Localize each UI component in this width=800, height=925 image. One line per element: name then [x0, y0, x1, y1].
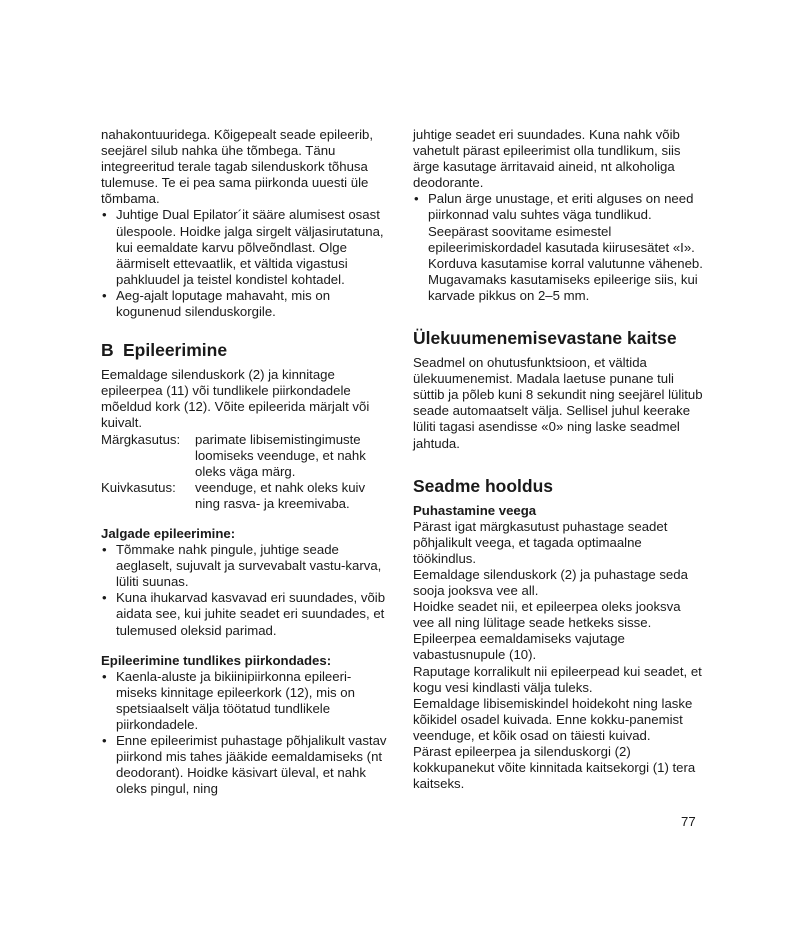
overheat-protection-heading: Ülekuumenemisevastane kaitse	[413, 328, 677, 349]
legs-bullet-directions: • Kuna ihukarvad kasvavad eri suundades, võib aidata see, kui juhite seadet eri suundades, et tulemused oleksid parimad.	[101, 590, 391, 638]
device-care-heading: Seadme hooldus	[413, 475, 554, 496]
left-column	[101, 127, 391, 797]
wet-use-term: Märgkasutus:	[101, 431, 181, 447]
care-paragraph: Eemaldage silenduskork (2) ja puhastage seda sooja jooksva vee all.	[413, 566, 688, 599]
legs-bullet-stretch-skin: • Tõmmake nahk pingule, juhtige seade aeglaselt, sujuvalt ja survevabalt vastu-karva, lüliti suunas.	[101, 542, 391, 590]
care-paragraph: Hoidke seadet nii, et epileerpea oleks jooksva vee all ning lülitage seade hetkeks sisse.	[413, 599, 681, 631]
care-paragraph: Raputage korralikult nii epileerpead kui seadet, et kogu vesi kindlasti välja tuleks.	[413, 663, 702, 695]
intro-bullet-list	[101, 207, 391, 320]
sensitive-bullet-list	[101, 669, 391, 798]
sensitive-areas-subheading: Epileerimine tundlikes piirkondades:	[101, 652, 332, 668]
dry-use-desc: veenduge, et nahk oleks kuiv ning rasva- ja kreemivaba.	[195, 479, 366, 511]
care-paragraph: Eemaldage libisemiskindel hoidekoht ning laske kõikidel osadel kuivada. Enne kokku-panemist veenduge, et kõik osad on täiesti kuivad.	[413, 695, 693, 743]
intro-continuation: nahakontuuridega. Kõigepealt seade epileerib, seejärel silub nahka ühe tõmbega. Tänu integreeritud terale tagab silenduskork tõhusa tulemuse. Te ei pea sama piirkonda uuesti üle tõmbama.	[101, 127, 374, 207]
care-paragraph: Pärast igat märgkasutust puhastage seadet põhjalikult veega, et tagada optimaalne töökindlus.	[413, 518, 668, 566]
overheat-protection-text: Seadmel on ohutusfunktsioon, et vältida ülekuumenemist. Madala laetuse punane tuli süttib ja põleb kuni 8 sekundit ning seejärel lülitub seade automaatselt välja. Sellisel juhul keerake lüliti tagasi asendisse «0» ning laske seadmel jahtuda.	[413, 355, 703, 451]
legs-bullet-list	[101, 542, 391, 639]
care-paragraph: Epileerpea eemaldamiseks vajutage vabastusnupule (10).	[413, 631, 625, 663]
sensitive-bullet-cap: • Kaenla-aluste ja bikiinipiirkonna epileeri-miseks kinnitage epileerkork (12), mis on spetsiaalselt välja töötatud tundlikele piirkondadele.	[101, 669, 391, 733]
section-b-title: Epileerimine	[123, 340, 228, 361]
sensitive-bullet-clean: • Enne epileerimist puhastage põhjalikult vastav piirkond mis tahes jääkide eemaldamiseks (nt deodorant). Hoidke käsivart üleval, et nahk oleks pingul, ning	[101, 733, 391, 797]
right-continuation: juhtige seadet eri suundades. Kuna nahk võib vahetult pärast epileerimist olla tundlikum, siis ärge kasutage ärritavaid aineid, nt alkoholiga deodorante.	[413, 127, 681, 191]
section-b-letter: B	[101, 340, 114, 361]
right-column	[413, 127, 705, 792]
legs-subheading: Jalgade epileerimine:	[101, 525, 236, 541]
right-bullet-list	[413, 191, 705, 304]
section-b-intro: Eemaldage silenduskork (2) ja kinnitage epileerpea (11) või tundlikele piirkondadele mõeldud kork (12). Võite epileerida märjalt või kuivalt.	[101, 367, 370, 431]
cleaning-water-subheading: Puhastamine veega	[413, 502, 537, 518]
section-b-heading	[101, 339, 391, 361]
right-bullet-pain-warning: • Palun ärge unustage, et eriti alguses on need piirkonnad valu suhtes väga tundlikud. Seepärast soovitame esimestel epileerimiskordadel kasutada kiirusesätet «I». Korduva kasutamise korral valutunne väheneb. Mugavamaks kasutamiseks epileerige siis, kui karvade pikkus on 2–5 mm.	[413, 191, 705, 304]
page-number: 77	[681, 814, 696, 829]
usage-definitions	[101, 432, 391, 512]
wet-use-desc: parimate libisemistingimuste loomiseks veenduge, et nahk oleks väga märg.	[195, 431, 366, 479]
dry-use-term: Kuivkasutus:	[101, 479, 176, 495]
care-paragraph: Pärast epileerpea ja silenduskorgi (2) kokkupanekut võite kinnitada kaitsekorgi (1) tera kaitseks.	[413, 744, 696, 792]
intro-bullet-dual-epilator: • Juhtige Dual Epilator´it sääre alumisest osast ülespoole. Hoidke jalga sirgelt väljasirutatuna, kui eemaldate karvu põlveõndlast. Olge äärmiselt ettevaatlik, et vältida vigastusi pahkluudel ja teistel kondistel kohtadel.	[101, 207, 391, 287]
intro-bullet-rinse: • Aeg-ajalt loputage mahavaht, mis on kogunenud silenduskorgile.	[101, 288, 391, 320]
